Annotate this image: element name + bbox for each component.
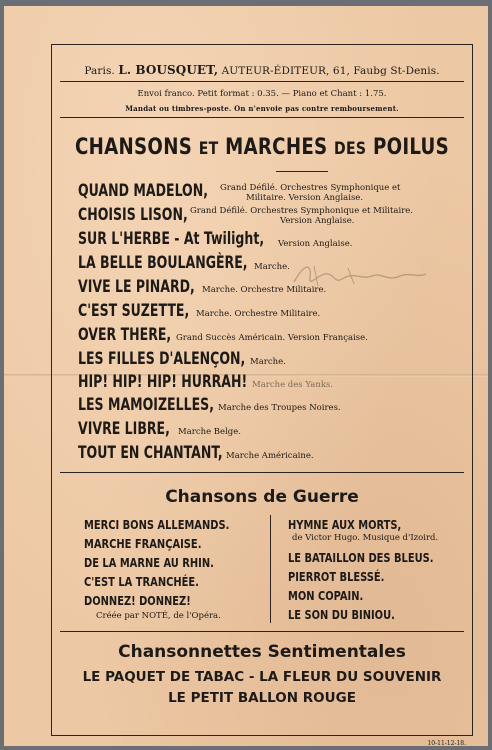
song-description: Marche. Orchestre Militaire. <box>196 309 321 319</box>
war-song-left: DONNEZ! DONNEZ! <box>84 593 191 608</box>
song-description: Grand Défilé. Orchestres Symphonique et Militaire. <box>190 206 414 216</box>
war-song-right: PIERROT BLESSÉ. <box>288 569 385 584</box>
title-word-marches: MARCHES <box>225 135 328 160</box>
war-song-right: HYMNE AUX MORTS, <box>288 517 402 532</box>
song-description: Marche. <box>254 262 290 272</box>
song-description: Marche Belge. <box>178 427 241 437</box>
song-description: Marche. <box>250 357 286 367</box>
war-song-right: MON COPAIN. <box>288 588 364 603</box>
title-word-des: DES <box>334 139 367 159</box>
publisher-prefix: Paris. <box>84 65 115 77</box>
song-title: LES FILLES D'ALENÇON, <box>78 349 246 369</box>
song-title: SUR L'HERBE - At Twilight, <box>78 229 265 249</box>
sentimental-songs-line: LE PETIT BALLON ROUGE <box>168 690 356 706</box>
war-song-left: DE LA MARNE AU RHIN. <box>84 555 214 570</box>
publisher-line <box>52 63 472 77</box>
sentimental-songs-title: Chansonnettes Sentimentales <box>118 642 406 662</box>
song-description: Grand Succès Américain. Version Française. <box>176 333 368 343</box>
song-title: QUAND MADELON, <box>78 181 208 201</box>
war-song-left: MERCI BONS ALLEMANDS. <box>84 517 230 532</box>
publisher-name: L. BOUSQUET, <box>118 63 219 77</box>
sentimental-songs-line: LE PAQUET DE TABAC - LA FLEUR DU SOUVENIR <box>82 669 442 685</box>
song-title: HIP! HIP! HIP! HURRAH! <box>78 372 248 392</box>
header-divider-bottom <box>60 117 464 118</box>
sheet-music-back-cover <box>4 6 488 746</box>
section-divider <box>60 631 464 632</box>
song-title: CHOISIS LISON, <box>78 205 188 225</box>
song-description: Militaire. Version Anglaise. <box>246 193 364 203</box>
page-frame <box>51 44 473 747</box>
song-title: C'EST SUZETTE, <box>78 301 190 321</box>
title-word-et: ET <box>198 139 219 159</box>
song-title: LA BELLE BOULANGÈRE, <box>78 253 248 273</box>
war-song-right: LE BATAILLON DES BLEUS. <box>288 550 434 565</box>
title-word-chansons: CHANSONS <box>75 135 193 160</box>
header-divider <box>60 81 464 82</box>
song-description: Version Anglaise. <box>280 216 355 226</box>
song-title: LES MAMOIZELLES, <box>78 395 214 415</box>
pencil-signature <box>284 254 434 294</box>
title-word-poilus: POILUS <box>372 135 449 160</box>
column-divider <box>270 515 271 623</box>
song-description: Marche des Yanks. <box>252 380 334 390</box>
song-title: OVER THERE, <box>78 325 172 345</box>
song-title: VIVRE LIBRE, <box>78 419 170 439</box>
publisher-address: AUTEUR-ÉDITEUR, 61, Faubg St-Denis. <box>221 65 440 77</box>
song-title: VIVE LE PINARD, <box>78 277 195 297</box>
war-song-note: de Victor Hugo. Musique d'Izoird. <box>292 533 439 543</box>
war-song-left: MARCHE FRANÇAISE. <box>84 536 202 551</box>
war-songs-title: Chansons de Guerre <box>165 487 359 507</box>
song-description: Marche. Orchestre Militaire. <box>202 285 327 295</box>
song-description: Version Anglaise. <box>278 239 353 249</box>
title-underline <box>276 171 328 172</box>
song-title: TOUT EN CHANTANT, <box>78 443 223 463</box>
song-description: Grand Défilé. Orchestres Symphonique et <box>220 183 401 193</box>
song-description: Marche Américaine. <box>226 451 314 461</box>
print-code: 10-11-12-18. <box>427 740 466 747</box>
envoi-line: Envoi franco. Petit format : 0.35. — Piano et Chant : 1.75. <box>137 89 387 99</box>
main-title <box>69 135 455 160</box>
section-divider <box>60 472 464 473</box>
war-song-right: LE SON DU BINIOU. <box>288 607 395 622</box>
mandat-line: Mandat ou timbres-poste. On n'envoie pas contre remboursement. <box>125 104 399 113</box>
song-description: Marche des Troupes Noires. <box>218 403 341 413</box>
war-song-left: C'EST LA TRANCHÉE. <box>84 574 199 589</box>
war-song-note: Créée par NOTÉ, de l'Opéra. <box>96 611 221 621</box>
